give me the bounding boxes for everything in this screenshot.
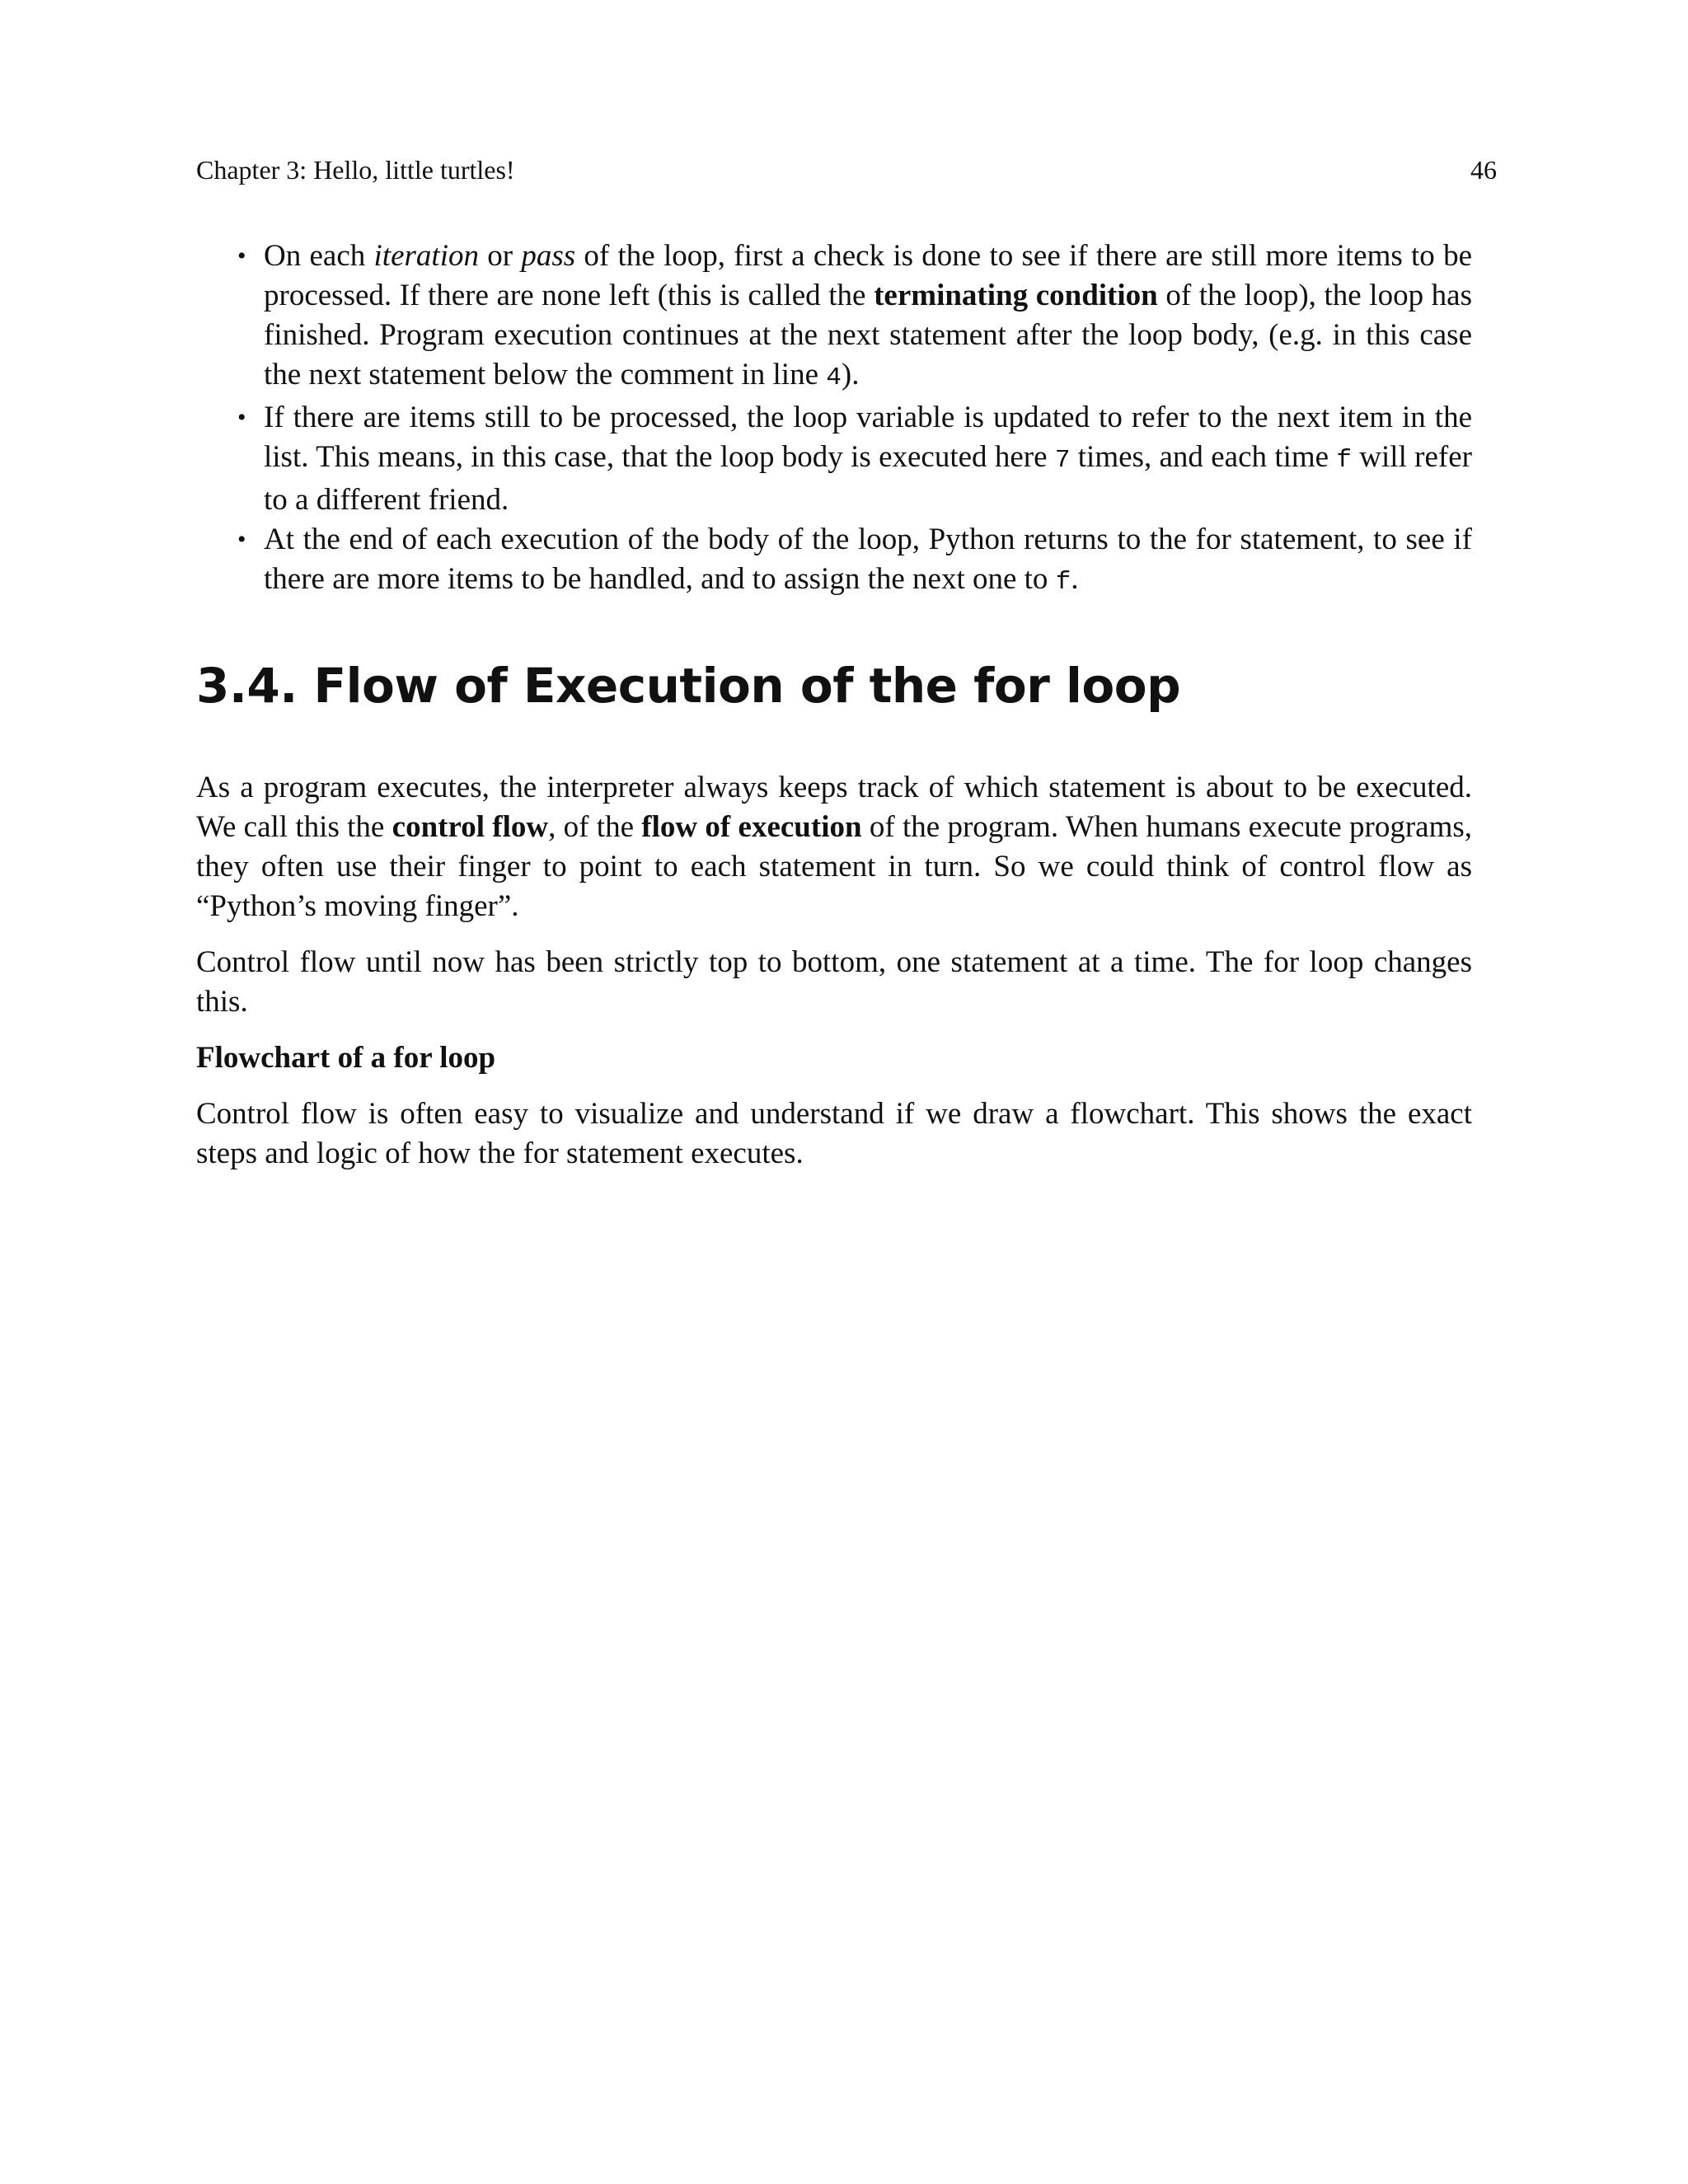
- inline-code: f: [1336, 446, 1352, 475]
- term-control-flow: control flow: [392, 810, 549, 844]
- term-flow-of-execution: flow of execution: [641, 810, 862, 844]
- section-heading: 3.4. Flow of Execution of the for loop: [196, 658, 1181, 714]
- paragraph-flowchart: Control flow is often easy to visualize and understand if we draw a flowchart. This shows the exact steps and logic of how the for statement executes.: [196, 1097, 1472, 1170]
- term-terminating-condition: terminating condition: [874, 279, 1158, 312]
- bullet-list: [196, 237, 1472, 602]
- term-pass: pass: [521, 239, 576, 273]
- paragraph-control-flow: As a program executes, the interpreter always keeps track of which statement is about to be executed. We call this the control flow, of the flow of execution of the program. When humans execute programs, they often use their finger to point to each statement in turn. So we could think of control flow as “Python’s moving finger”.: [196, 771, 1472, 923]
- subheading-flowchart: Flowchart of a for loop: [196, 1041, 496, 1075]
- list-item: • At the end of each execution of the body of the loop, Python returns to the for statement, to see if there are more items to be handled, and to assign the next one to f.: [264, 520, 1472, 602]
- inline-code: f: [1055, 568, 1071, 597]
- bullet-icon: •: [237, 242, 246, 269]
- list-item: • If there are items still to be processed, the loop variable is updated to refer to the next item in the list. This means, in this case, that the loop body is executed here 7 times, and each time f will refer to a different friend.: [264, 398, 1472, 520]
- chapter-title: Chapter 3: Hello, little turtles!: [196, 155, 515, 185]
- paragraph-top-to-bottom: Control flow until now has been strictly top to bottom, one statement at a time. The for loop changes this.: [196, 945, 1472, 1019]
- inline-code: 7: [1054, 446, 1071, 475]
- bullet-icon: •: [237, 404, 246, 431]
- page-number: 46: [1470, 155, 1497, 185]
- page-header: [196, 155, 1497, 188]
- list-item: • On each iteration or pass of the loop, first a check is done to see if there are still more items to be processed. If there are none left (this is called the terminating condition of the loop), the loop has finished. Program execution continues at the next statement after the loop body, (e.g. in this case the next statement below the comment in line 4).: [264, 237, 1472, 398]
- term-iteration: iteration: [373, 239, 479, 273]
- inline-code: 4: [826, 363, 842, 392]
- page-content: [196, 237, 1472, 1190]
- bullet-icon: •: [237, 526, 246, 553]
